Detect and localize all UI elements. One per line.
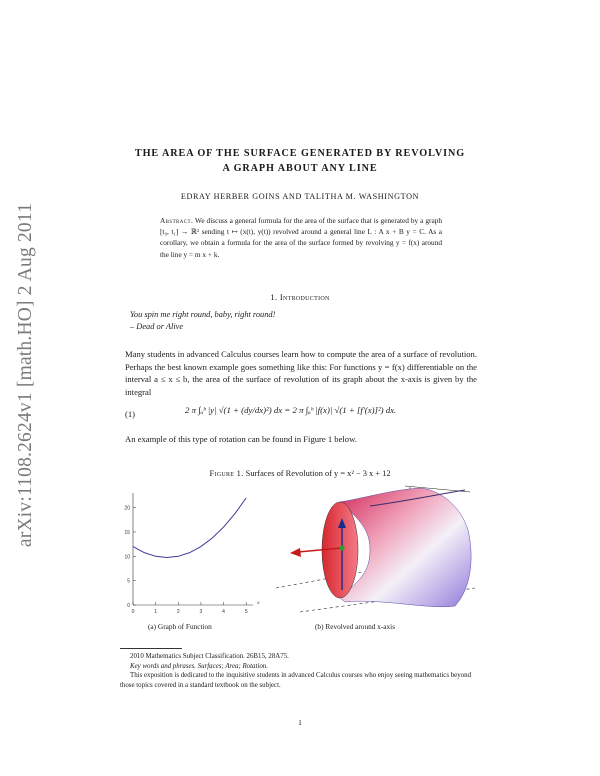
figure-reference: An example of this type of rotation can be found in Figure 1 below. xyxy=(125,434,357,444)
title-line-2: A GRAPH ABOUT ANY LINE xyxy=(222,163,378,174)
graph-plot-area xyxy=(124,493,260,615)
title-line-1: THE AREA OF THE SURFACE GENERATED BY REVOLVING xyxy=(134,148,466,159)
subcaption-b: (b) Revolved around x-axis xyxy=(315,622,396,631)
page-number: 1 xyxy=(298,718,302,727)
arxiv-stamp-text: arXiv:1108.2624v1 [math.HO] 2 Aug 2011 xyxy=(15,202,36,548)
authors: EDRAY HERBER GOINS AND TALITHA M. WASHINGTON xyxy=(180,192,420,201)
figure-label: Figure 1. xyxy=(209,469,244,478)
x-tick-label: 2 xyxy=(176,609,180,615)
x-tick-label: 0 xyxy=(131,609,135,615)
epigraph-line-2: – Dead or Alive xyxy=(130,322,184,331)
x-tick-label: 5 xyxy=(244,609,248,615)
figure-caption-text: Surfaces of Revolution of y = x² − 3 x + 12 xyxy=(245,469,391,478)
x-axis-label: x xyxy=(257,600,260,606)
graph-figure xyxy=(115,485,265,620)
footnote-keywords: Key words and phrases. Surfaces; Area; Rotation. xyxy=(130,662,268,670)
paper-title xyxy=(100,146,500,176)
y-tick-label: 20 xyxy=(124,505,130,512)
origin-point xyxy=(339,545,344,550)
footnotes xyxy=(120,648,478,690)
abstract xyxy=(160,215,442,260)
surface-of-revolution-figure xyxy=(270,480,480,620)
abstract-label: Abstract. xyxy=(160,216,194,225)
equation-text: 2 π ∫ₐᵇ |y| √(1 + (dy/dx)²) dx = 2 π ∫ₐᵇ |f(x)| √(1 + [f′(x)]²) dx. xyxy=(185,405,397,415)
y-tick-label: 15 xyxy=(124,529,130,536)
footnote-rule xyxy=(120,648,182,649)
figure-caption xyxy=(100,469,500,478)
left-arrow-icon xyxy=(290,548,301,557)
epigraph-line-1: You spin me right round, baby, right round! xyxy=(130,310,276,319)
section-heading xyxy=(100,292,500,302)
function-curve xyxy=(133,498,246,558)
subcaption-a: (a) Graph of Function xyxy=(148,622,212,631)
equation-number: (1) xyxy=(125,409,136,419)
x-tick-label: 1 xyxy=(154,609,158,615)
surface-body xyxy=(340,488,471,607)
section-title: Introduction xyxy=(279,292,330,302)
x-tick-label: 4 xyxy=(222,609,225,615)
abstract-text: We discuss a general formula for the area of the surface that is generated by a graph [t₀, t₁] → ℝ² sending t ↦ (x(t), y(t)) revolved around a general line L : A x + B y = C. As a corollary, we obtain a formula for the area of the surface formed by revolving y = f(x) around the line y = m x + k. xyxy=(160,216,442,259)
footnote-classification: 2010 Mathematics Subject Classification. 26B15, 28A75. xyxy=(130,653,289,660)
y-tick-label: 0 xyxy=(127,603,130,609)
arxiv-stamp xyxy=(2,195,50,555)
section-number: 1. xyxy=(270,292,278,302)
footnote-dedication: This exposition is dedicated to the inquisitive students in advanced Calculus courses who enjoy seeing mathematics beyond those topics covered in a standard textbook on the subject. xyxy=(120,672,472,689)
y-tick-label: 5 xyxy=(127,578,130,585)
y-tick-label: 10 xyxy=(124,554,130,561)
epigraph xyxy=(130,309,275,333)
intro-paragraph: Many students in advanced Calculus courses learn how to compute the area of a surface of revolution. Perhaps the best known example goes something like this: For functions y = f(x) differentiable on the interval a ≤ x ≤ b, the area of the surface of revolution of its graph about the x-axis is given by the integral xyxy=(125,349,477,397)
x-tick-label: 3 xyxy=(199,609,203,615)
